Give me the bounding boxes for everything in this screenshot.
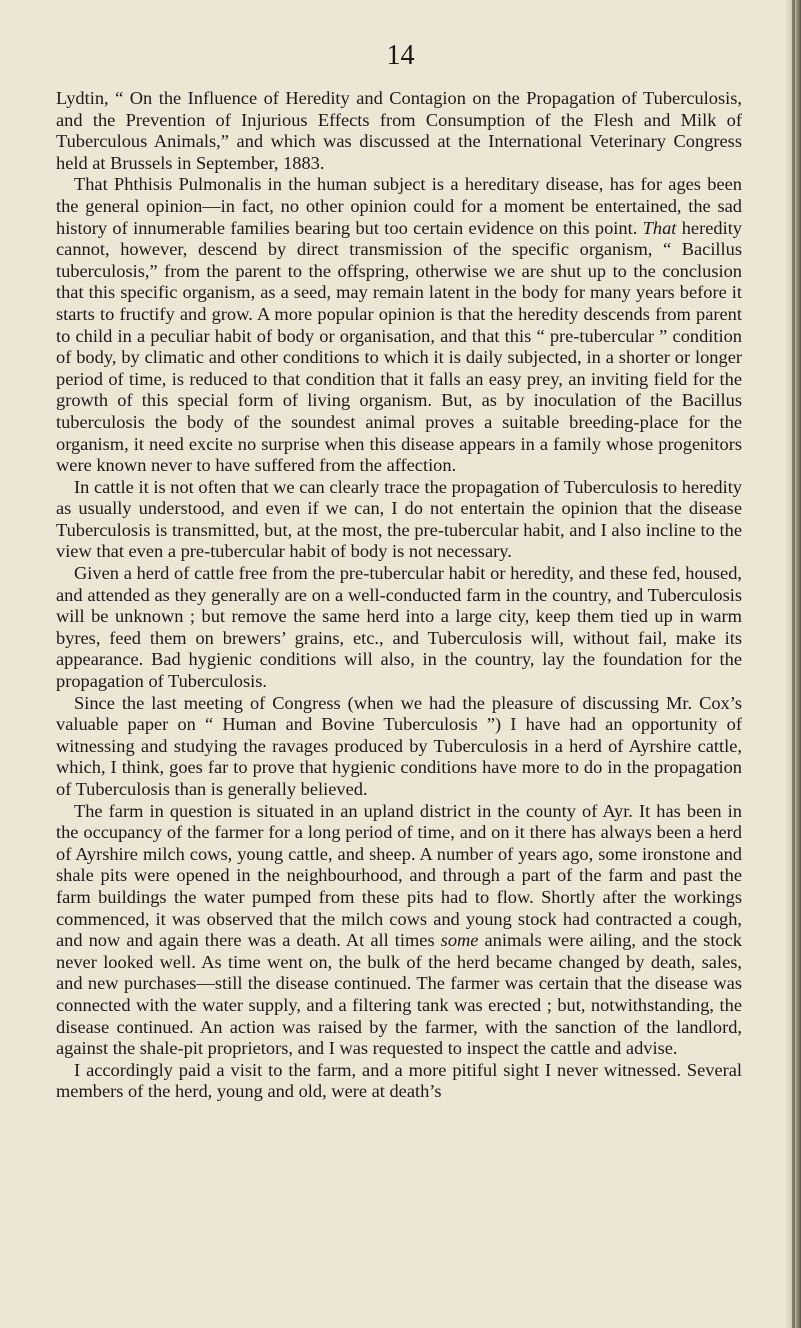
text-run: In cattle it is not often that we can clearly trace the propagation of Tuberculosis to heredity as usually understood, and even if we can, I do not entertain the opinion that the disease Tuberculosis is transmitted, but, at the most, the pre-tubercular habit, and I also incline to the view that even a pre-tubercular habit of body is not necessary. xyxy=(56,476,742,562)
text-run: Given a herd of cattle free from the pre-tubercular habit or heredity, and these fed, housed, and attended as they generally are on a well-conducted farm in the country, and Tuberculosis will be unknown ; but remove the same herd into a large city, keep them tied up in warm byres, feed them on brewers’ grains, etc., and Tuberculosis will, without fail, make its appearance. Bad hygienic conditions will also, in the country, lay the foundation for the propagation of Tuberculosis. xyxy=(56,563,742,692)
paragraph xyxy=(56,1060,742,1103)
text-run: animals were ailing, and the stock never looked well. As time went on, the bulk of the herd became changed by death, sales, and new purchases—still the disease continued. The farmer was certain that the disease was connected with the water supply, and a filtering tank was erected ; but, notwithstanding, the disease continued. An action was raised by the farmer, with the sanction of the landlord, against the shale-pit proprietors, and I was requested to inspect the cattle and advise. xyxy=(56,930,742,1059)
page-edge-line xyxy=(792,0,795,1328)
paragraph xyxy=(56,563,742,693)
italic-text-run: some xyxy=(440,930,479,951)
paragraph xyxy=(56,174,742,476)
text-run: That Phthisis Pulmonalis in the human subject is a hereditary disease, has for ages been the general opinion—in fact, no other opinion could for a moment be entertained, the sad history of innumerable families bearing but too certain evidence on this point. xyxy=(56,174,742,238)
body-text xyxy=(56,88,742,1103)
page-number: 14 xyxy=(386,40,415,71)
paragraph xyxy=(56,801,742,1060)
paragraph xyxy=(56,477,742,563)
paragraph xyxy=(56,693,742,801)
text-run: The farm in question is situated in an upland district in the county of Ayr. It has been in the occupancy of the farmer for a long period of time, and on it there has always been a herd of Ayrshire milch cows, young cattle, and sheep. A number of years ago, some ironstone and shale pits were opened in the neighbourhood, and through a part of the farm and past the farm buildings the water pumped from these pits had to flow. Shortly after the workings commenced, it was observed that the milch cows and young stock had contracted a cough, and now and again there was a death. At all times xyxy=(56,800,742,951)
text-run: heredity cannot, however, descend by direct transmission of the specific organism, “ Bacillus tuberculosis,” from the parent to the offspring, otherwise we are shut up to the conclusion that this specific organism, as a seed, may remain latent in the body for many years before it starts to fructify and grow. A more popular opinion is that the heredity descends from parent to child in a peculiar habit of body or organisation, and that this “ pre-tubercular ” condition of body, by climatic and other conditions to which it is daily subjected, in a shorter or longer period of time, is reduced to that condition that it falls an easy prey, an inviting field for the growth of this special form of living organism. But, as by inoculation of the Bacillus tuberculosis the body of the soundest animal proves a suitable breeding-place for the organism, it need excite no surprise when this disease appears in a family whose progenitors were known never to have suffered from the affection. xyxy=(56,217,742,476)
text-run: Lydtin, “ On the Influence of Heredity and Contagion on the Propagation of Tuberculosis, and the Prevention of Injurious Effects from Consumption of the Flesh and Milk of Tuberculous Animals,” and which was discussed at the International Veterinary Congress held at Brussels in September, 1883. xyxy=(56,88,742,173)
text-run: Since the last meeting of Congress (when we had the pleasure of discussing Mr. Cox’s valuable paper on “ Human and Bovine Tuberculosis ”) I have had an opportunity of witnessing and studying the ravages produced by Tuberculosis in a herd of Ayrshire cattle, which, I think, goes far to prove that hygienic conditions have more to do in the propagation of Tuberculosis than is generally believed. xyxy=(56,692,742,799)
text-run: I accordingly paid a visit to the farm, and a more pitiful sight I never witnessed. Several members of the herd, young and old, were at death’s xyxy=(56,1059,742,1102)
italic-text-run: That xyxy=(642,217,677,238)
paragraph xyxy=(56,88,742,174)
